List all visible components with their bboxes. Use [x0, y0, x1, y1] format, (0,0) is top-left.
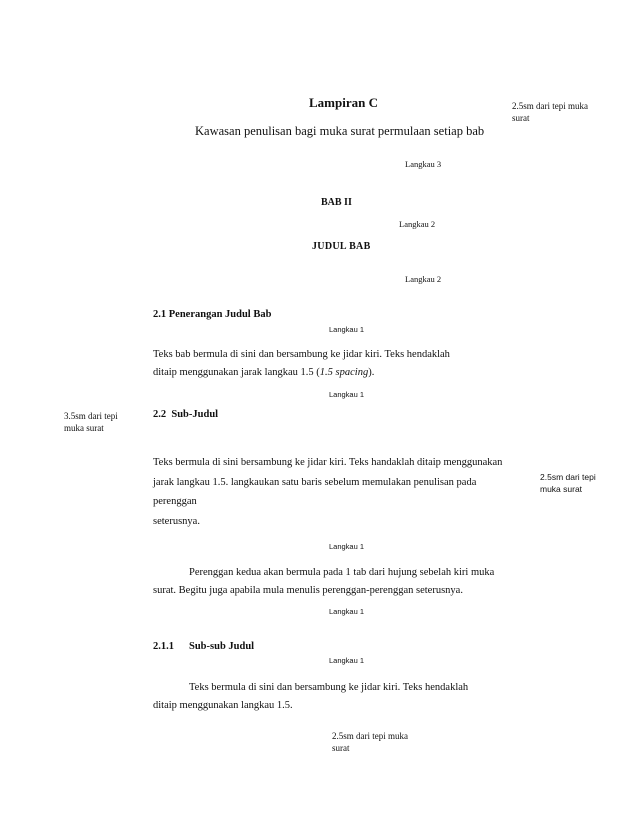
spacing-label-langkau-2: Langkau 2 — [405, 274, 442, 284]
paragraph-line: ditaip menggunakan langkau 1.5. — [153, 700, 293, 711]
paragraph-line: surat. Begitu juga apabila mula menulis perenggan-perenggan seterusnya. — [153, 585, 463, 596]
paragraph-text: ). — [368, 367, 375, 378]
spacing-label-langkau-1: Langkau 1 — [329, 390, 365, 399]
chapter-number: BAB II — [321, 197, 352, 208]
paragraph-line: Teks bermula di sini bersambung ke jidar kiri. Teks handaklah ditaip menggunakan — [153, 457, 503, 468]
paragraph-text: ditaip menggunakan jarak langkau 1.5 ( — [153, 367, 320, 378]
paragraph-line: Perenggan kedua akan bermula pada 1 tab dari hujung sebelah kiri muka — [189, 567, 495, 578]
page-subtitle: Kawasan penulisan bagi muka surat permulaan setiap bab — [195, 124, 485, 138]
chapter-title: JUDUL BAB — [312, 241, 371, 252]
top-margin-note: 2.5sm dari tepi muka surat — [512, 101, 588, 123]
paragraph-line: jarak langkau 1.5. langkaukan satu baris sebelum memulakan penulisan pada — [153, 477, 477, 488]
spacing-label-langkau-1: Langkau 1 — [329, 542, 365, 551]
section-heading-2-1-1: Sub-sub Judul — [189, 641, 255, 652]
right-margin-note: 2.5sm dari tepi muka surat — [540, 472, 596, 494]
spacing-label-langkau-3: Langkau 3 — [405, 159, 442, 169]
section-heading-2-2: 2.2 Sub-Judul — [153, 409, 219, 420]
section-number-2-1-1: 2.1.1 — [153, 641, 174, 652]
spacing-label-langkau-2: Langkau 2 — [399, 219, 436, 229]
paragraph-line: perenggan — [153, 496, 197, 507]
paragraph-line — [153, 367, 374, 378]
page-title: Lampiran C — [309, 95, 378, 110]
paragraph-line: Teks bermula di sini dan bersambung ke jidar kiri. Teks hendaklah — [189, 682, 469, 693]
spacing-label-langkau-1: Langkau 1 — [329, 607, 365, 616]
section-heading-2-1: 2.1 Penerangan Judul Bab — [153, 309, 272, 320]
spacing-label-langkau-1: Langkau 1 — [329, 656, 365, 665]
bottom-margin-note: 2.5sm dari tepi muka surat — [332, 731, 408, 753]
spacing-label-langkau-1: Langkau 1 — [329, 325, 365, 334]
italic-term: 1.5 spacing — [319, 367, 369, 378]
left-margin-note: 3.5sm dari tepi muka surat — [64, 411, 118, 433]
paragraph-line: Teks bab bermula di sini dan bersambung ke jidar kiri. Teks hendaklah — [153, 349, 450, 360]
paragraph-line: seterusnya. — [153, 516, 200, 527]
